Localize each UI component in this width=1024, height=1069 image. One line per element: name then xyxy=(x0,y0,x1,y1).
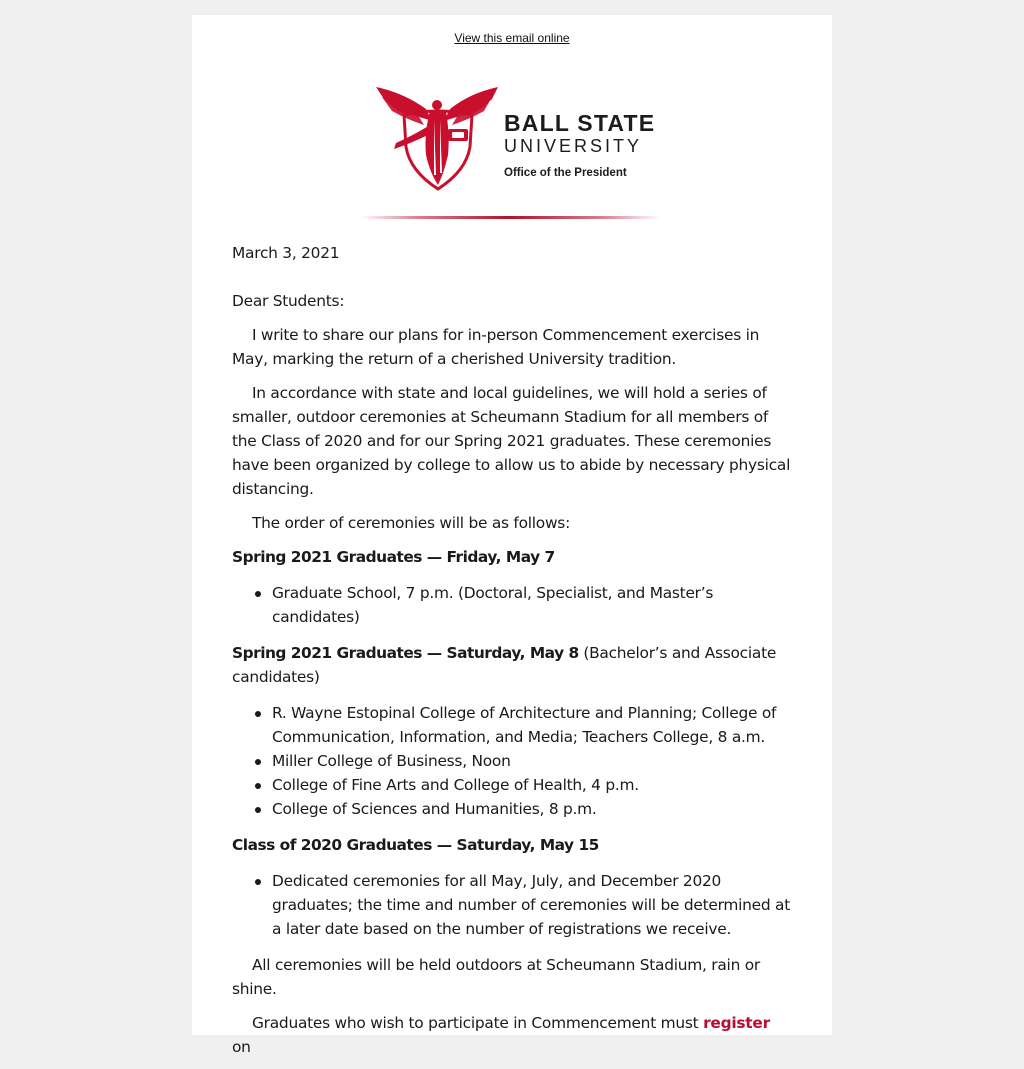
logo-ball-state: BALL STATE xyxy=(504,110,656,136)
section-heading: Spring 2021 Graduates — Friday, May 7 xyxy=(232,548,555,566)
header-divider xyxy=(360,216,660,219)
ball-state-logo xyxy=(374,85,654,191)
list-item: Dedicated ceremonies for all May, July, and December 2020 graduates; the time and number of ceremonies will be determined at a later date based on the number of registrations we receive. xyxy=(232,869,792,941)
section-heading: Class of 2020 Graduates — Saturday, May 15 xyxy=(232,836,599,854)
view-email-online-link[interactable]: View this email online xyxy=(454,31,570,45)
list-item: R. Wayne Estopinal College of Architecture and Planning; College of Communication, Information, and Media; Teachers College, 8 a.m. xyxy=(232,701,792,749)
section-may-15 xyxy=(232,833,792,857)
cardinal-shield-icon xyxy=(374,85,502,191)
list-item: Graduate School, 7 p.m. (Doctoral, Specialist, and Master’s candidates) xyxy=(232,581,792,629)
section-heading: Spring 2021 Graduates — Saturday, May 8 xyxy=(232,644,579,662)
list-item: College of Sciences and Humanities, 8 p.m. xyxy=(232,797,792,821)
register-text-before: Graduates who wish to participate in Commencement must xyxy=(252,1014,704,1032)
letter-body xyxy=(232,241,792,1069)
paragraph-guidelines: In accordance with state and local guidelines, we will hold a series of smaller, outdoor ceremonies at Scheumann Stadium for all members of the Class of 2020 and for our Spring 2021 graduates. These ceremonies have been organized by college to allow us to abide by necessary physical distancing. xyxy=(232,384,791,498)
paragraph-register xyxy=(232,1011,792,1059)
paragraph-rain-or-shine: All ceremonies will be held outdoors at Scheumann Stadium, rain or shine. xyxy=(232,956,760,998)
email-card xyxy=(192,15,832,1056)
section-may-7 xyxy=(232,545,792,569)
list-item: College of Fine Arts and College of Health, 4 p.m. xyxy=(232,773,792,797)
view-online-bar xyxy=(192,31,832,45)
section-may-8 xyxy=(232,641,792,689)
letter-date: March 3, 2021 xyxy=(232,244,340,262)
ceremony-list-may-15 xyxy=(232,869,792,941)
list-item: Miller College of Business, Noon xyxy=(232,749,792,773)
paragraph-order: The order of ceremonies will be as follows: xyxy=(252,514,571,532)
paragraph-intro: I write to share our plans for in-person Commencement exercises in May, marking the return of a cherished University tradition. xyxy=(232,326,760,368)
logo-wordmark xyxy=(504,111,655,180)
logo-university: UNIVERSITY xyxy=(504,136,643,156)
section-note: (Bachelor’s and Associate candidates) xyxy=(232,644,777,686)
logo-office-of-president: Office of the President xyxy=(504,167,627,179)
register-link[interactable]: register xyxy=(703,1014,770,1032)
ceremony-list-may-8 xyxy=(232,701,792,821)
register-text-after: on xyxy=(232,1038,251,1056)
salutation: Dear Students: xyxy=(232,292,345,310)
ceremony-list-may-7 xyxy=(232,581,792,629)
